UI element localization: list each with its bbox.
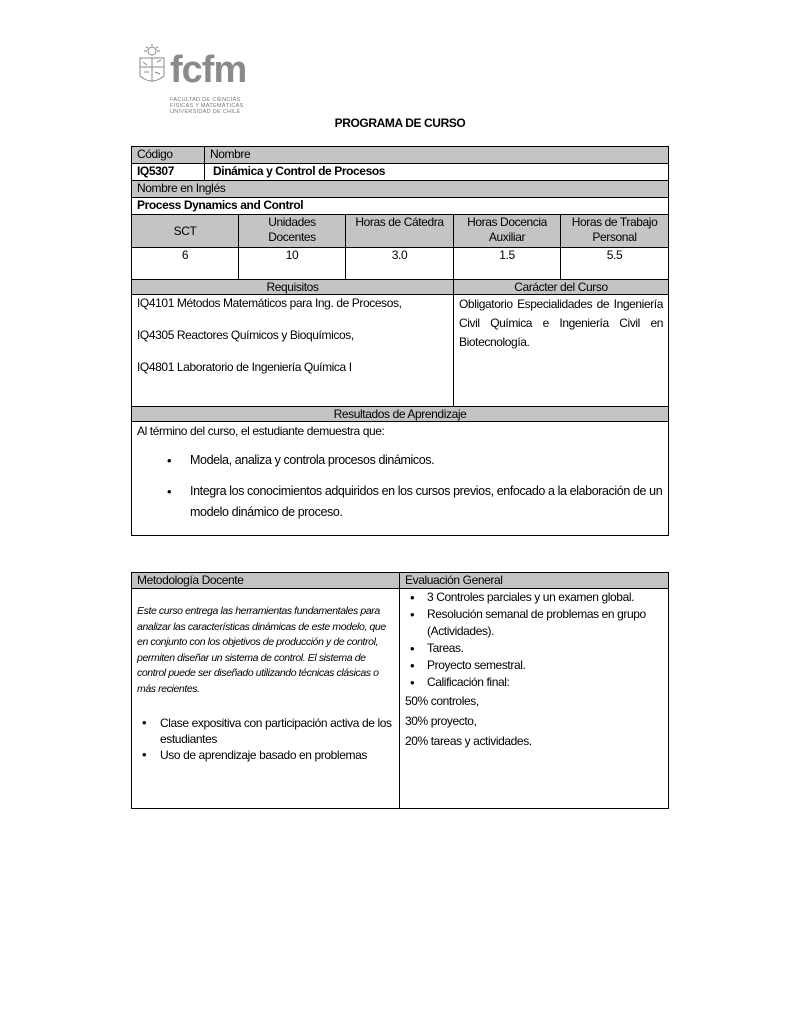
list-item: • Clase expositiva con participación activa de los estudiantes	[137, 715, 394, 747]
header-horas-trabajo-personal: Horas de Trabajo Personal	[561, 215, 669, 248]
logo-subtitle-line: FACULTAD DE CIENCIAS	[170, 97, 241, 103]
header-horas-docencia-auxiliar: Horas Docencia Auxiliar	[454, 215, 561, 248]
requisito-item: IQ4801 Laboratorio de Ingeniería Química I	[137, 360, 352, 374]
caracter-label: Carácter del Curso	[454, 280, 669, 295]
methodology-evaluation-table	[131, 572, 669, 809]
fcfm-logo	[137, 44, 252, 118]
value-horas-catedra: 3.0	[346, 248, 454, 280]
list-item: • Uso de aprendizaje basado en problemas	[137, 747, 394, 763]
evaluacion-label: Evaluación General	[400, 573, 669, 589]
list-item: • 3 Controles parciales y un examen global.	[405, 589, 663, 606]
logo-brand: fcfm	[170, 49, 247, 91]
course-name: Dinámica y Control de Procesos	[205, 164, 669, 181]
requisito-item: IQ4101 Métodos Matemáticos para Ing. de Procesos,	[137, 296, 402, 310]
requisitos-list	[132, 295, 454, 407]
evaluacion-list	[405, 589, 663, 691]
code-label: Código	[132, 147, 205, 164]
logo-subtitle-line: FÍSICAS Y MATEMÁTICAS	[170, 103, 244, 109]
list-item: • Modela, analiza y controla procesos dinámicos.	[137, 450, 663, 471]
evaluacion-weights	[405, 691, 663, 751]
english-name: Process Dynamics and Control	[132, 198, 669, 215]
metodologia-label: Metodología Docente	[132, 573, 400, 589]
header-unidades-docentes: Unidades Docentes	[239, 215, 346, 248]
logo-subtitle-line: UNIVERSIDAD DE CHILE	[170, 109, 241, 115]
list-item: • Resolución semanal de problemas en grupo (Actividades).	[405, 606, 663, 640]
requisitos-label: Requisitos	[132, 280, 454, 295]
evaluacion-content	[400, 589, 669, 809]
english-name-label: Nombre en Inglés	[132, 181, 669, 198]
list-item: • Calificación final:	[405, 674, 663, 691]
value-unidades-docentes: 10	[239, 248, 346, 280]
resultados-intro: Al término del curso, el estudiante demuestra que:	[137, 424, 385, 438]
list-item: • Integra los conocimientos adquiridos en los cursos previos, enfocado a la elaboración de un modelo dinámico de proceso.	[137, 481, 663, 523]
header-horas-catedra: Horas de Cátedra	[346, 215, 454, 248]
weight-item: 50% controles,	[405, 694, 479, 708]
logo-subtitle	[170, 97, 244, 115]
metodologia-list	[137, 715, 394, 763]
value-sct: 6	[132, 248, 239, 280]
resultados-label: Resultados de Aprendizaje	[132, 407, 669, 422]
metodologia-content	[132, 589, 400, 809]
value-horas-docencia-auxiliar: 1.5	[454, 248, 561, 280]
resultados-content	[132, 422, 669, 536]
course-code: IQ5307	[132, 164, 205, 181]
weight-item: 20% tareas y actividades.	[405, 734, 532, 748]
requisito-item: IQ4305 Reactores Químicos y Bioquímicos,	[137, 328, 354, 342]
value-horas-trabajo-personal: 5.5	[561, 248, 669, 280]
university-crest-icon	[137, 44, 167, 90]
list-item: • Tareas.	[405, 640, 663, 657]
name-label: Nombre	[205, 147, 669, 164]
resultados-list	[137, 450, 663, 523]
metodologia-description: Este curso entrega las herramientas fundamentales para analizar las características dinámicas de este modelo, que en conjunto con los objetivos de producción y de control, permiten diseñar un sistema de control. El sistema de control puede ser diseñado utilizando técnicas clásicas o más recientes.	[137, 605, 386, 695]
list-item: • Proyecto semestral.	[405, 657, 663, 674]
header-sct: SCT	[132, 215, 239, 248]
course-info-table	[131, 146, 669, 536]
weight-item: 30% proyecto,	[405, 714, 477, 728]
page-title: PROGRAMA DE CURSO	[334, 116, 466, 130]
caracter-text: Obligatorio Especialidades de Ingeniería Civil Química e Ingeniería Civil en Biotecnología.	[454, 295, 669, 407]
